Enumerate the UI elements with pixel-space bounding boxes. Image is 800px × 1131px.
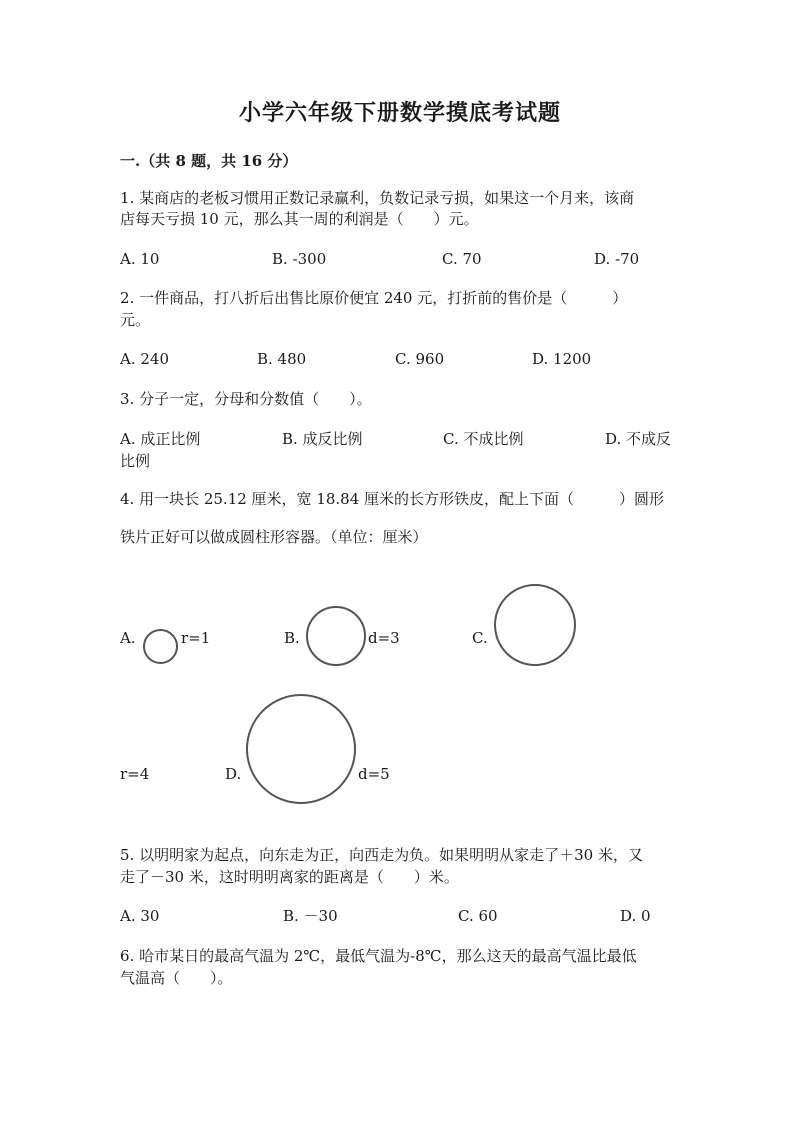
question-3-option-c[interactable]: C. 不成比例: [443, 430, 524, 448]
circle-b-shape: [306, 606, 366, 666]
question-1-option-c[interactable]: C. 70: [442, 250, 482, 268]
circle-d-shape: [246, 694, 356, 804]
question-2-line-1: 2. 一件商品，打八折后出售比原价便宜 240 元，打折前的售价是（ ）: [120, 289, 628, 307]
question-1-line-2: 店每天亏损 10 元，那么其一周的利润是（ ）元。: [120, 210, 479, 228]
circle-a-shape: [143, 629, 178, 664]
section-header: 一.（共 8 题，共 16 分）: [120, 152, 298, 170]
question-4-option-a[interactable]: A.: [120, 629, 136, 647]
question-4-option-c[interactable]: C.: [472, 629, 488, 647]
question-1-line-1: 1. 某商店的老板习惯用正数记录赢利，负数记录亏损，如果这一个月来，该商: [120, 189, 635, 207]
question-1-option-d[interactable]: D. -70: [594, 250, 640, 268]
question-6-line-1: 6. 哈市某日的最高气温为 2℃，最低气温为-8℃，那么这天的最高气温比最低: [120, 947, 637, 965]
question-3-line-1: 3. 分子一定，分母和分数值（ ）。: [120, 390, 372, 408]
question-5-option-a[interactable]: A. 30: [120, 907, 160, 925]
question-2-option-c[interactable]: C. 960: [395, 350, 445, 368]
question-3-option-d-wrap: 比例: [120, 452, 151, 470]
question-4-option-d[interactable]: D.: [225, 765, 242, 783]
question-2-option-b[interactable]: B. 480: [257, 350, 307, 368]
question-3-option-a[interactable]: A. 成正比例: [120, 430, 201, 448]
page-title: 小学六年级下册数学摸底考试题: [238, 100, 561, 126]
question-4-line-2: 铁片正好可以做成圆柱形容器。（单位：厘米）: [120, 528, 428, 546]
circle-c-label: r=4: [120, 765, 150, 783]
question-6-line-2: 气温高（ ）。: [120, 969, 233, 987]
circle-b-label: d=3: [368, 629, 400, 647]
question-3-option-d[interactable]: D. 不成反: [605, 430, 672, 448]
question-2-option-a[interactable]: A. 240: [120, 350, 169, 368]
question-5-line-2: 走了－30 米，这时明明离家的距离是（ ）米。: [120, 868, 459, 886]
question-1-option-a[interactable]: A. 10: [120, 250, 160, 268]
question-1-option-b[interactable]: B. -300: [272, 250, 327, 268]
circle-c-shape: [494, 584, 576, 666]
question-3-option-b[interactable]: B. 成反比例: [282, 430, 363, 448]
circle-d-label: d=5: [358, 765, 390, 783]
question-5-option-c[interactable]: C. 60: [458, 907, 498, 925]
question-2-option-d[interactable]: D. 1200: [532, 350, 592, 368]
circle-a-label: r=1: [181, 629, 211, 647]
question-2-line-2: 元。: [120, 311, 151, 329]
question-5-line-1: 5. 以明明家为起点，向东走为正，向西走为负。如果明明从家走了＋30 米，又: [120, 846, 643, 864]
question-5-option-b[interactable]: B. －30: [283, 907, 338, 925]
question-4-line-1: 4. 用一块长 25.12 厘米，宽 18.84 厘米的长方形铁皮，配上下面（ ）圆形: [120, 490, 665, 508]
question-5-option-d[interactable]: D. 0: [620, 907, 651, 925]
question-4-option-b[interactable]: B.: [284, 629, 300, 647]
